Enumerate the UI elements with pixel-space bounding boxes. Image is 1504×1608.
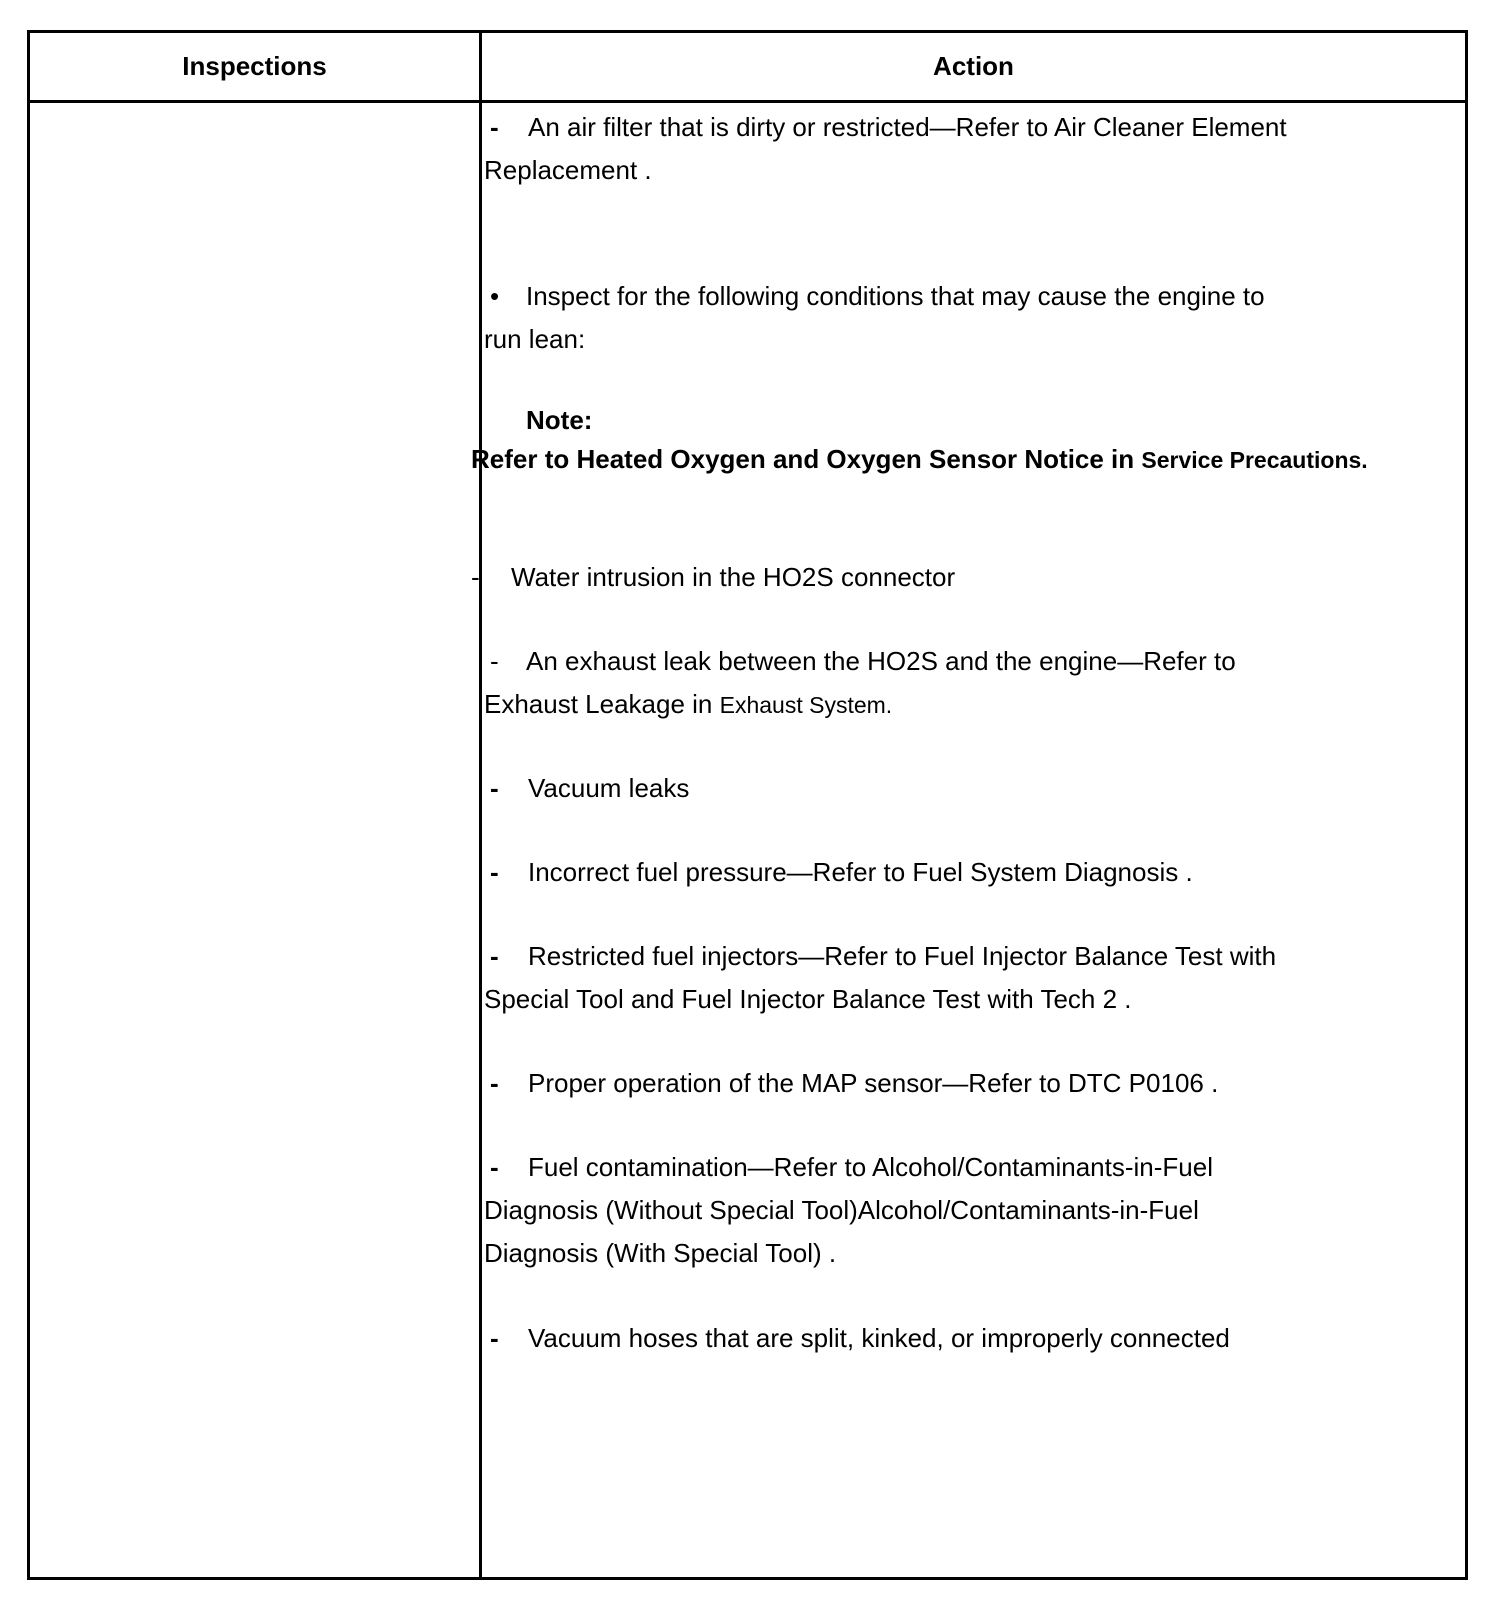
exhaust-leak-line1: An exhaust leak between the HO2S and the engine—Refer to (526, 646, 1236, 676)
vacuum-hoses-text: Vacuum hoses that are split, kinked, or improperly connected (528, 1323, 1230, 1353)
service-precautions-link[interactable]: Service Precautions. (1141, 447, 1368, 473)
header-inspections: Inspections (182, 51, 327, 81)
exhaust-system-link[interactable]: Exhaust System. (719, 692, 893, 718)
dash-marker: - (490, 646, 499, 676)
header-divider (30, 100, 1465, 103)
header-action: Action (933, 51, 1014, 81)
action-item-vacuum-leaks (484, 766, 689, 811)
dash-marker: - (490, 773, 499, 803)
inspection-action-table (27, 30, 1468, 1580)
vacuum-leaks-text: Vacuum leaks (528, 773, 690, 803)
injectors-line2: Special Tool and Fuel Injector Balance Test with Tech 2 . (484, 984, 1132, 1014)
water-intrusion-text: Water intrusion in the HO2S connector (511, 562, 956, 592)
note-title: Note: (526, 405, 593, 435)
note-body-text: Refer to Heated Oxygen and Oxygen Sensor Notice in (471, 444, 1135, 474)
dash-marker: - (490, 857, 499, 887)
map-sensor-text: Proper operation of the MAP sensor—Refer to DTC P0106 . (528, 1068, 1219, 1098)
air-filter-line2: Replacement . (484, 155, 652, 185)
inspect-lean-line2: run lean: (484, 324, 586, 354)
exhaust-leak-line2: Exhaust Leakage in (484, 689, 713, 719)
action-item-water-intrusion (471, 555, 955, 600)
dash-marker: - (490, 1068, 499, 1098)
injectors-line1: Restricted fuel injectors—Refer to Fuel Injector Balance Test with (528, 941, 1277, 971)
fuel-contamination-line1: Fuel contamination—Refer to Alcohol/Contaminants-in-Fuel (528, 1152, 1214, 1182)
fuel-pressure-text: Incorrect fuel pressure—Refer to Fuel System Diagnosis . (528, 857, 1193, 887)
dash-marker: - (490, 1323, 499, 1353)
action-item-vacuum-hoses (484, 1316, 1230, 1361)
air-filter-line1: An air filter that is dirty or restricted—Refer to Air Cleaner Element (528, 112, 1287, 142)
fuel-contamination-line2: Diagnosis (Without Special Tool)Alcohol/Contaminants-in-Fuel (484, 1195, 1199, 1225)
bullet-marker: • (490, 281, 500, 311)
dash-marker: - (471, 562, 480, 592)
fuel-contamination-line3: Diagnosis (With Special Tool) . (484, 1238, 837, 1268)
inspect-lean-line1: Inspect for the following conditions that may cause the engine to (526, 281, 1265, 311)
action-item-fuel-pressure (484, 850, 1193, 895)
dash-marker: - (490, 941, 499, 971)
column-divider (479, 33, 482, 1577)
dash-marker: - (490, 1152, 499, 1182)
action-item-map-sensor (484, 1061, 1218, 1106)
dash-marker: - (490, 112, 499, 142)
